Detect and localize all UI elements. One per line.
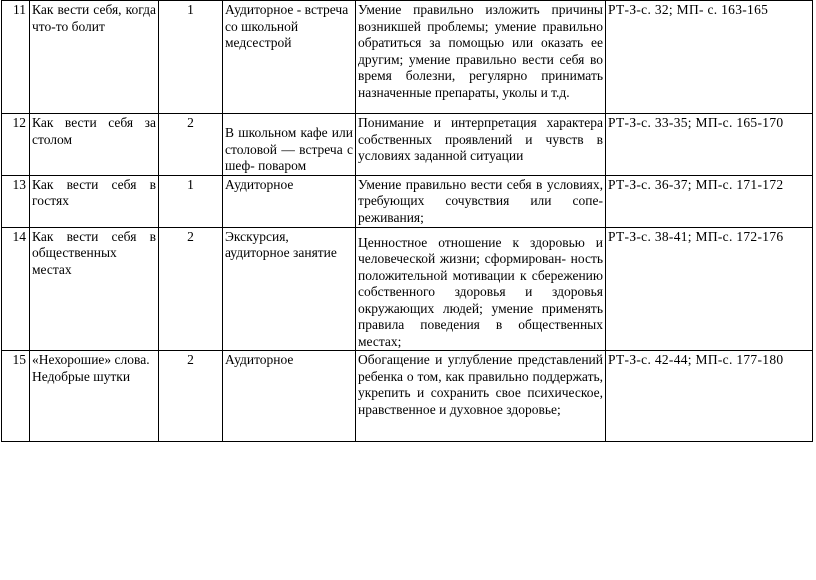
lesson-content: Обогащение и углубление представлений ребенка о том, как правильно поддержать, укрепить и сохранить свое психическое, нравственное и духовное здоровье; [356, 351, 606, 442]
table-row [2, 227, 813, 351]
row-number: 11 [2, 1, 30, 114]
table-row [2, 114, 813, 176]
lesson-hours: 2 [159, 351, 223, 442]
lesson-topic: Как вести себя в общественных местах [30, 227, 159, 351]
lesson-form: Экскурсия, аудиторное занятие [223, 227, 356, 351]
lesson-topic: Как вести себя в гостях [30, 175, 159, 227]
lesson-form-cell [223, 114, 356, 176]
lesson-literature: РТ-З-с. 42-44; МП-с. 177-180 [606, 351, 813, 442]
lesson-literature: РТ-З-с. 36-37; МП-с. 171-172 [606, 175, 813, 227]
lesson-literature: РТ-З-с. 33-35; МП-с. 165-170 [606, 114, 813, 176]
lesson-content-cell [356, 227, 606, 351]
lesson-plan-table [1, 0, 813, 442]
lesson-hours: 2 [159, 114, 223, 176]
lesson-literature: РТ-З-с. 38-41; МП-с. 172-176 [606, 227, 813, 351]
lesson-literature: РТ-З-с. 32; МП- с. 163-165 [606, 1, 813, 114]
row-number: 14 [2, 227, 30, 351]
lesson-topic: Как вести себя за столом [30, 114, 159, 176]
lesson-topic: «Нехорошие» слова. Недобрые шутки [30, 351, 159, 442]
lesson-form: В школьном кафе или столовой — встреча с шеф- поваром [225, 125, 353, 173]
lesson-hours: 1 [159, 1, 223, 114]
lesson-content: Умение правильно вести себя в условиях, требующих сочувствия или сопе-реживания; [356, 175, 606, 227]
lesson-form: Аудиторное - встреча со школьной медсестрой [223, 1, 356, 114]
row-number: 15 [2, 351, 30, 442]
lesson-content: Понимание и интерпретация характера собственных проявлений и чувств в условиях заданной ситуации [356, 114, 606, 176]
table-row [2, 175, 813, 227]
table-row [2, 1, 813, 114]
lesson-hours: 1 [159, 175, 223, 227]
lesson-topic: Как вести себя, когда что-то болит [30, 1, 159, 114]
lesson-hours: 2 [159, 227, 223, 351]
row-number: 13 [2, 175, 30, 227]
lesson-content: Ценностное отношение к здоровью и человеческой жизни; сформирован- ность положительной мотивации к сбережению собственного здоровья и здоровья окружающих людей; умение применять правила поведения в общественных местах; [358, 234, 603, 349]
lesson-content: Умение правильно изложить причины возникшей проблемы; умение правильно обратиться за помощью или оказать ее другим; умение правильно вести себя во время болезни, регулярно принимать назначенные препараты, уколы и т.д. [356, 1, 606, 114]
table-row [2, 351, 813, 442]
lesson-form: Аудиторное [223, 175, 356, 227]
row-number: 12 [2, 114, 30, 176]
lesson-form: Аудиторное [223, 351, 356, 442]
